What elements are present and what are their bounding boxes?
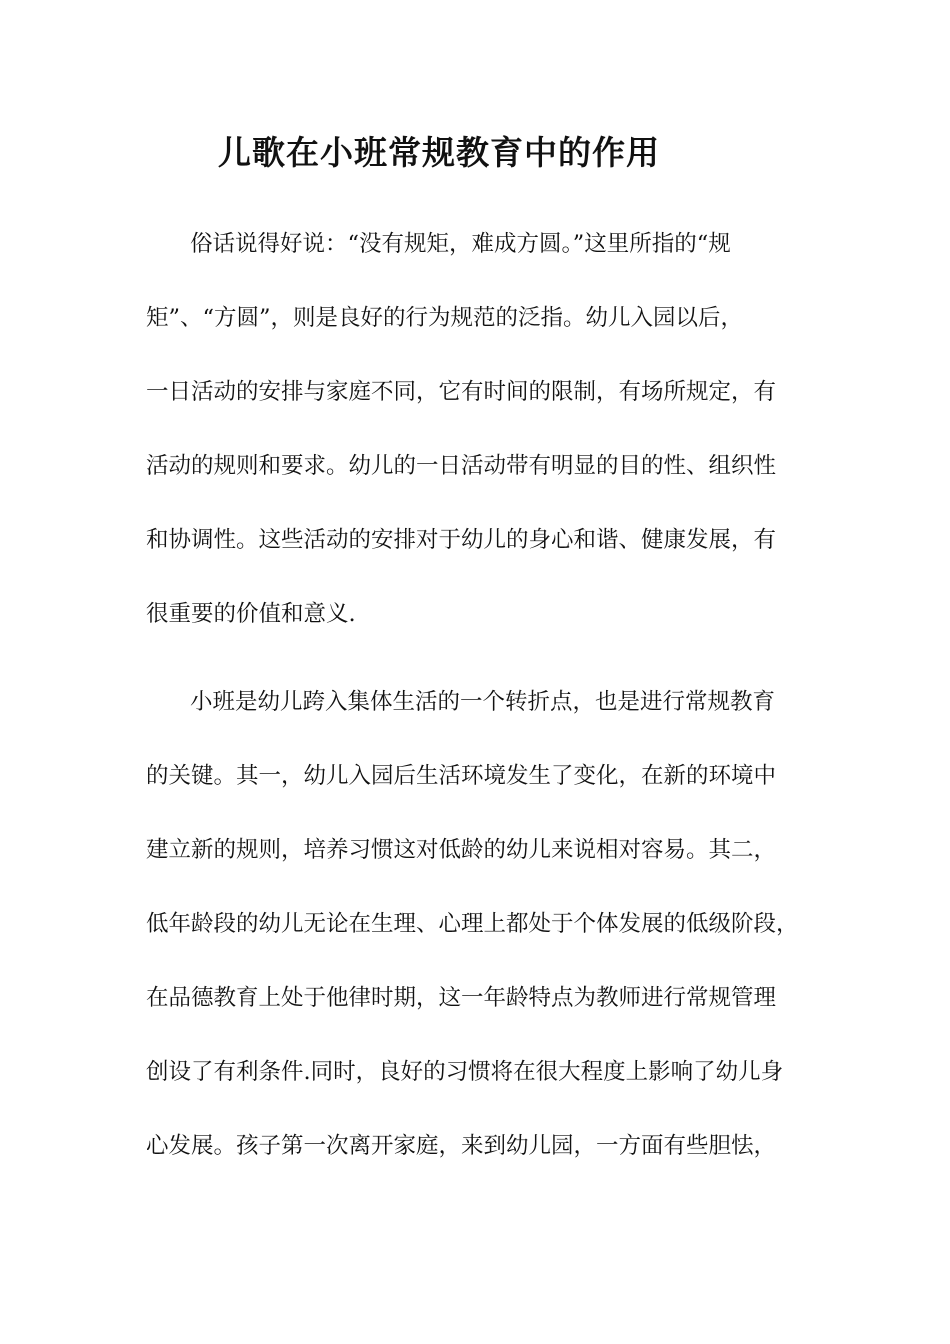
document-title-text: 儿歌在小班常规教育中的作用 — [218, 133, 660, 172]
paragraph-line: 俗话说得好说：“没有规矩，难成方圆。”这里所指的“规 — [190, 231, 731, 257]
document-title — [0, 128, 950, 178]
paragraph-line: 在品德教育上处于他律时期，这一年龄特点为教师进行常规管理 — [146, 985, 777, 1011]
paragraph-line: 心发展。孩子第一次离开家庭，来到幼儿园，一方面有些胆怯， — [146, 1133, 777, 1159]
paragraph-line: 一日活动的安排与家庭不同，它有时间的限制，有场所规定，有 — [146, 379, 777, 405]
paragraph-line: 和协调性。这些活动的安排对于幼儿的身心和谐、健康发展，有 — [146, 527, 777, 553]
paragraph-line: 活动的规则和要求。幼儿的一日活动带有明显的目的性、组织性 — [146, 453, 777, 479]
paragraph-line: 低年龄段的幼儿无论在生理、心理上都处于个体发展的低级阶段， — [146, 911, 799, 937]
paragraph-line: 创设了有利条件.同时，良好的习惯将在很大程度上影响了幼儿身 — [146, 1059, 784, 1085]
paragraph-line: 建立新的规则，培养习惯这对低龄的幼儿来说相对容易。其二， — [146, 837, 777, 863]
paragraph-line: 矩”、“方圆”，则是良好的行为规范的泛指。幼儿入园以后， — [146, 305, 744, 331]
paragraph-line: 的关键。其一，幼儿入园后生活环境发生了变化，在新的环境中 — [146, 763, 777, 789]
paragraph-line: 小班是幼儿跨入集体生活的一个转折点，也是进行常规教育 — [190, 689, 776, 715]
paragraph-line: 很重要的价值和意义. — [146, 601, 356, 627]
